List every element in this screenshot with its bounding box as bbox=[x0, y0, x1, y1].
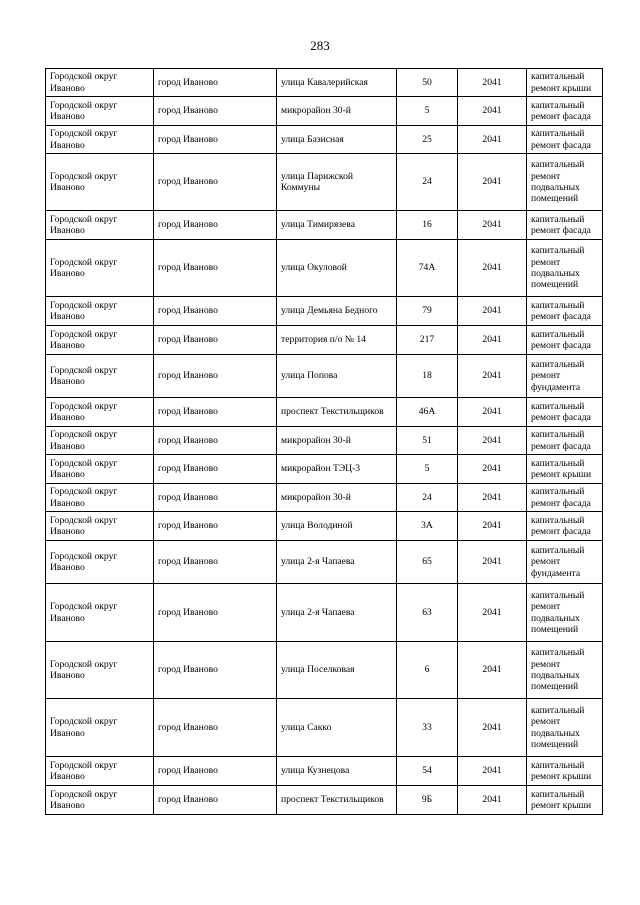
street-cell: улица Володиной bbox=[277, 512, 397, 541]
table-row bbox=[46, 355, 603, 398]
street-cell: микрорайон 30-й bbox=[277, 97, 397, 126]
table-body bbox=[46, 69, 603, 815]
work-type-cell: капитальный ремонт подвальных помещений bbox=[527, 154, 603, 211]
year-cell: 2041 bbox=[458, 355, 527, 398]
street-cell: улица Парижской Коммуны bbox=[277, 154, 397, 211]
city-cell: город Иваново bbox=[154, 326, 277, 355]
house-number-cell: 16 bbox=[397, 211, 458, 240]
work-type-cell: капитальный ремонт крыши bbox=[527, 757, 603, 786]
district-cell: Городской округ Иваново bbox=[46, 757, 154, 786]
city-cell: город Иваново bbox=[154, 757, 277, 786]
year-cell: 2041 bbox=[458, 642, 527, 699]
work-type-cell: капитальный ремонт фасада bbox=[527, 297, 603, 326]
work-type-cell: капитальный ремонт фундамента bbox=[527, 355, 603, 398]
table-row bbox=[46, 211, 603, 240]
table-row bbox=[46, 786, 603, 815]
house-number-cell: 24 bbox=[397, 484, 458, 512]
city-cell: город Иваново bbox=[154, 512, 277, 541]
table-row bbox=[46, 455, 603, 484]
work-type-cell: капитальный ремонт фасада bbox=[527, 211, 603, 240]
house-number-cell: 6 bbox=[397, 642, 458, 699]
table-row bbox=[46, 326, 603, 355]
house-number-cell: 18 bbox=[397, 355, 458, 398]
table-row bbox=[46, 97, 603, 126]
house-number-cell: 79 bbox=[397, 297, 458, 326]
district-cell: Городской округ Иваново bbox=[46, 427, 154, 455]
city-cell: город Иваново bbox=[154, 126, 277, 154]
year-cell: 2041 bbox=[458, 699, 527, 757]
house-number-cell: 9Б bbox=[397, 786, 458, 815]
city-cell: город Иваново bbox=[154, 154, 277, 211]
city-cell: город Иваново bbox=[154, 484, 277, 512]
table-row bbox=[46, 584, 603, 642]
house-number-cell: 5 bbox=[397, 97, 458, 126]
year-cell: 2041 bbox=[458, 512, 527, 541]
street-cell: улица 2-я Чапаева bbox=[277, 584, 397, 642]
house-number-cell: 3А bbox=[397, 512, 458, 541]
city-cell: город Иваново bbox=[154, 240, 277, 297]
district-cell: Городской округ Иваново bbox=[46, 97, 154, 126]
table-row bbox=[46, 757, 603, 786]
work-type-cell: капитальный ремонт фасада bbox=[527, 126, 603, 154]
district-cell: Городской округ Иваново bbox=[46, 154, 154, 211]
table-row bbox=[46, 126, 603, 154]
city-cell: город Иваново bbox=[154, 97, 277, 126]
district-cell: Городской округ Иваново bbox=[46, 398, 154, 427]
district-cell: Городской округ Иваново bbox=[46, 786, 154, 815]
district-cell: Городской округ Иваново bbox=[46, 69, 154, 97]
work-type-cell: капитальный ремонт крыши bbox=[527, 455, 603, 484]
house-number-cell: 33 bbox=[397, 699, 458, 757]
year-cell: 2041 bbox=[458, 484, 527, 512]
work-type-cell: капитальный ремонт фасада bbox=[527, 97, 603, 126]
work-type-cell: капитальный ремонт подвальных помещений bbox=[527, 584, 603, 642]
work-type-cell: капитальный ремонт подвальных помещений bbox=[527, 642, 603, 699]
work-type-cell: капитальный ремонт крыши bbox=[527, 69, 603, 97]
district-cell: Городской округ Иваново bbox=[46, 541, 154, 584]
table-row bbox=[46, 240, 603, 297]
work-type-cell: капитальный ремонт подвальных помещений bbox=[527, 240, 603, 297]
house-number-cell: 74А bbox=[397, 240, 458, 297]
year-cell: 2041 bbox=[458, 326, 527, 355]
city-cell: город Иваново bbox=[154, 642, 277, 699]
year-cell: 2041 bbox=[458, 69, 527, 97]
district-cell: Городской округ Иваново bbox=[46, 326, 154, 355]
work-type-cell: капитальный ремонт крыши bbox=[527, 786, 603, 815]
street-cell: микрорайон 30-й bbox=[277, 484, 397, 512]
district-cell: Городской округ Иваново bbox=[46, 455, 154, 484]
street-cell: улица Базисная bbox=[277, 126, 397, 154]
street-cell: проспект Текстильщиков bbox=[277, 398, 397, 427]
house-number-cell: 5 bbox=[397, 455, 458, 484]
table-row bbox=[46, 484, 603, 512]
house-number-cell: 65 bbox=[397, 541, 458, 584]
street-cell: улица 2-я Чапаева bbox=[277, 541, 397, 584]
city-cell: город Иваново bbox=[154, 355, 277, 398]
district-cell: Городской округ Иваново bbox=[46, 584, 154, 642]
street-cell: микрорайон 30-й bbox=[277, 427, 397, 455]
city-cell: город Иваново bbox=[154, 541, 277, 584]
city-cell: город Иваново bbox=[154, 211, 277, 240]
repair-schedule-table bbox=[45, 68, 603, 815]
year-cell: 2041 bbox=[458, 786, 527, 815]
year-cell: 2041 bbox=[458, 126, 527, 154]
street-cell: проспект Текстильщиков bbox=[277, 786, 397, 815]
year-cell: 2041 bbox=[458, 398, 527, 427]
district-cell: Городской округ Иваново bbox=[46, 512, 154, 541]
street-cell: улица Тимирязева bbox=[277, 211, 397, 240]
work-type-cell: капитальный ремонт фасада bbox=[527, 398, 603, 427]
street-cell: улица Сакко bbox=[277, 699, 397, 757]
house-number-cell: 46А bbox=[397, 398, 458, 427]
year-cell: 2041 bbox=[458, 97, 527, 126]
district-cell: Городской округ Иваново bbox=[46, 355, 154, 398]
house-number-cell: 25 bbox=[397, 126, 458, 154]
work-type-cell: капитальный ремонт фасада bbox=[527, 512, 603, 541]
city-cell: город Иваново bbox=[154, 69, 277, 97]
city-cell: город Иваново bbox=[154, 398, 277, 427]
year-cell: 2041 bbox=[458, 584, 527, 642]
year-cell: 2041 bbox=[458, 297, 527, 326]
street-cell: улица Поселковая bbox=[277, 642, 397, 699]
city-cell: город Иваново bbox=[154, 297, 277, 326]
page-number: 283 bbox=[310, 38, 330, 53]
year-cell: 2041 bbox=[458, 154, 527, 211]
house-number-cell: 51 bbox=[397, 427, 458, 455]
work-type-cell: капитальный ремонт фасада bbox=[527, 484, 603, 512]
year-cell: 2041 bbox=[458, 757, 527, 786]
house-number-cell: 54 bbox=[397, 757, 458, 786]
table-row bbox=[46, 69, 603, 97]
table-row bbox=[46, 699, 603, 757]
table-row bbox=[46, 427, 603, 455]
house-number-cell: 24 bbox=[397, 154, 458, 211]
year-cell: 2041 bbox=[458, 455, 527, 484]
table-row bbox=[46, 512, 603, 541]
district-cell: Городской округ Иваново bbox=[46, 297, 154, 326]
city-cell: город Иваново bbox=[154, 786, 277, 815]
year-cell: 2041 bbox=[458, 211, 527, 240]
table-row bbox=[46, 541, 603, 584]
work-type-cell: капитальный ремонт фасада bbox=[527, 326, 603, 355]
city-cell: город Иваново bbox=[154, 699, 277, 757]
table-row bbox=[46, 297, 603, 326]
district-cell: Городской округ Иваново bbox=[46, 699, 154, 757]
district-cell: Городской округ Иваново bbox=[46, 240, 154, 297]
table-row bbox=[46, 154, 603, 211]
house-number-cell: 63 bbox=[397, 584, 458, 642]
work-type-cell: капитальный ремонт фундамента bbox=[527, 541, 603, 584]
street-cell: улица Кузнецова bbox=[277, 757, 397, 786]
street-cell: улица Кавалерийская bbox=[277, 69, 397, 97]
city-cell: город Иваново bbox=[154, 427, 277, 455]
city-cell: город Иваново bbox=[154, 584, 277, 642]
street-cell: микрорайон ТЭЦ-3 bbox=[277, 455, 397, 484]
work-type-cell: капитальный ремонт фасада bbox=[527, 427, 603, 455]
house-number-cell: 50 bbox=[397, 69, 458, 97]
street-cell: улица Окуловой bbox=[277, 240, 397, 297]
table-row bbox=[46, 642, 603, 699]
street-cell: улица Демьяна Бедного bbox=[277, 297, 397, 326]
house-number-cell: 217 bbox=[397, 326, 458, 355]
district-cell: Городской округ Иваново bbox=[46, 126, 154, 154]
district-cell: Городской округ Иваново bbox=[46, 642, 154, 699]
work-type-cell: капитальный ремонт подвальных помещений bbox=[527, 699, 603, 757]
district-cell: Городской округ Иваново bbox=[46, 211, 154, 240]
city-cell: город Иваново bbox=[154, 455, 277, 484]
year-cell: 2041 bbox=[458, 427, 527, 455]
table-row bbox=[46, 398, 603, 427]
street-cell: территория п/о № 14 bbox=[277, 326, 397, 355]
district-cell: Городской округ Иваново bbox=[46, 484, 154, 512]
year-cell: 2041 bbox=[458, 240, 527, 297]
year-cell: 2041 bbox=[458, 541, 527, 584]
street-cell: улица Попова bbox=[277, 355, 397, 398]
